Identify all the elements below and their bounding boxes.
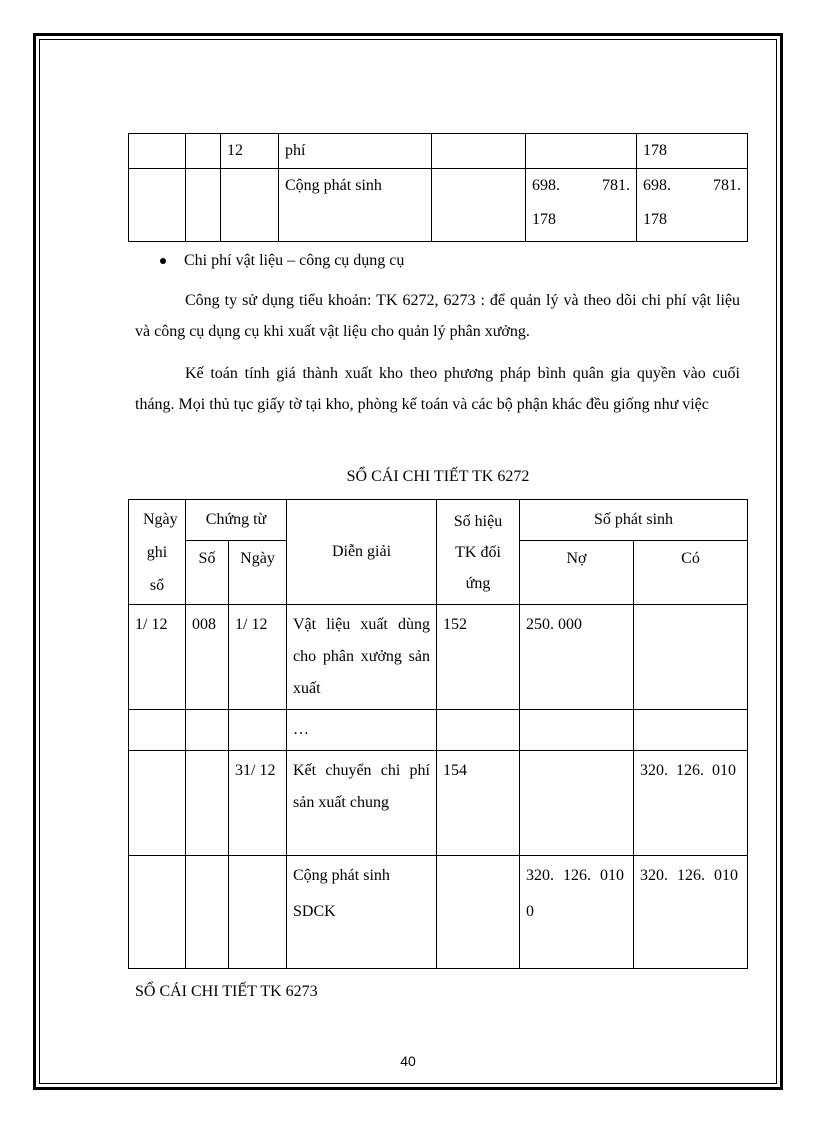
table-cell bbox=[432, 134, 526, 169]
header-so-hieu: Số hiệu TK đối ứng bbox=[437, 500, 520, 605]
table-cell bbox=[437, 856, 520, 969]
table-row bbox=[129, 605, 748, 710]
cell-so: 008 bbox=[186, 605, 229, 710]
total-row bbox=[129, 856, 748, 969]
cell-ngay-ghi-so bbox=[129, 710, 186, 751]
table-cell bbox=[221, 169, 279, 242]
table-cell: phí bbox=[279, 134, 432, 169]
header-ngay-ghi-so: Ngày ghi sổ bbox=[129, 500, 186, 605]
cell-no bbox=[520, 751, 634, 856]
header-so: Số bbox=[186, 541, 229, 605]
table-cell bbox=[526, 169, 637, 242]
total-label: Cộng phát sinh bbox=[293, 867, 390, 884]
cell-tk bbox=[437, 710, 520, 751]
header-no: Nợ bbox=[520, 541, 634, 605]
table-cell: 178 bbox=[637, 134, 748, 169]
paragraph-1: Công ty sử dụng tiểu khoản: TK 6272, 6273 : để quản lý và theo dõi chi phí vật liệu và công cụ dụng cụ khi xuất vật liệu cho quản lý phân xưởng. bbox=[135, 292, 740, 340]
header-dien-giai: Diễn giải bbox=[287, 500, 437, 605]
table-cell bbox=[634, 856, 748, 969]
cell-dien-giai: Vật liệu xuất dùng cho phân xưởng sản xuất bbox=[287, 605, 437, 710]
credit-amount: 320. 126. 010 bbox=[640, 762, 736, 779]
cell-dien-giai: Kết chuyển chi phí sản xuất chung bbox=[287, 751, 437, 856]
cell-ngay-ghi-so: 1/ 12 bbox=[129, 605, 186, 710]
cell-co bbox=[634, 710, 748, 751]
bullet-icon bbox=[160, 258, 166, 264]
cell-no: 250. 000 bbox=[520, 605, 634, 710]
header-co: Có bbox=[634, 541, 748, 605]
table-cell: Cộng phát sinh bbox=[279, 169, 432, 242]
credit-total-line-1: 698. 781. bbox=[643, 177, 741, 194]
sdck-label: SDCK bbox=[293, 903, 336, 920]
header-row bbox=[129, 500, 748, 541]
table-row bbox=[129, 169, 748, 242]
cell-tk: 154 bbox=[437, 751, 520, 856]
credit-total-line-2: 178 bbox=[643, 211, 667, 228]
table-row bbox=[129, 710, 748, 751]
continued-ledger-table bbox=[128, 133, 748, 242]
cell-no bbox=[520, 710, 634, 751]
table-cell bbox=[432, 169, 526, 242]
cell-tk: 152 bbox=[437, 605, 520, 710]
table-cell bbox=[526, 134, 637, 169]
total-credit: 320. 126. 010 bbox=[640, 867, 738, 884]
cell-ngay: 1/ 12 bbox=[229, 605, 287, 710]
debit-total-line-1: 698. 781. bbox=[532, 177, 630, 194]
header-so-phat-sinh: Số phát sinh bbox=[520, 500, 748, 541]
table-cell bbox=[186, 856, 229, 969]
cell-so bbox=[186, 751, 229, 856]
total-debit-extra: 0 bbox=[526, 903, 534, 920]
total-debit: 320. 126. 010 bbox=[526, 867, 624, 884]
table-cell bbox=[129, 856, 186, 969]
header-chung-tu: Chứng từ bbox=[186, 500, 287, 541]
table-cell bbox=[129, 169, 186, 242]
table-cell bbox=[229, 856, 287, 969]
cell-co bbox=[634, 605, 748, 710]
cell-co bbox=[634, 751, 748, 856]
ledger-6272-table bbox=[128, 499, 748, 969]
header-ngay: Ngày bbox=[229, 541, 287, 605]
cell-ngay bbox=[229, 710, 287, 751]
debit-total-line-2: 178 bbox=[532, 211, 556, 228]
table-cell bbox=[520, 856, 634, 969]
table-cell bbox=[186, 134, 221, 169]
table-row bbox=[129, 134, 748, 169]
ledger-6272-title: SỔ CÁI CHI TIẾT TK 6272 bbox=[346, 468, 530, 485]
cell-ngay-ghi-so bbox=[129, 751, 186, 856]
table-cell bbox=[129, 134, 186, 169]
paragraph-2: Kế toán tính giá thành xuất kho theo phương pháp bình quân gia quyền vào cuối tháng. Mọi thủ tục giấy tờ tại kho, phòng kế toán và các bộ phận khác đều giống như việc bbox=[135, 365, 740, 413]
cell-so bbox=[186, 710, 229, 751]
table-cell: 12 bbox=[221, 134, 279, 169]
cell-dien-giai: … bbox=[287, 710, 437, 751]
bullet-item bbox=[160, 252, 404, 270]
table-cell bbox=[186, 169, 221, 242]
table-cell bbox=[287, 856, 437, 969]
table-row bbox=[129, 751, 748, 856]
ledger-6273-title: SỔ CÁI CHI TIẾT TK 6273 bbox=[135, 983, 318, 1000]
cell-ngay: 31/ 12 bbox=[229, 751, 287, 856]
page-number: 40 bbox=[400, 1053, 416, 1069]
table-cell bbox=[637, 169, 748, 242]
bullet-text: Chi phí vật liệu – công cụ dụng cụ bbox=[184, 252, 405, 269]
